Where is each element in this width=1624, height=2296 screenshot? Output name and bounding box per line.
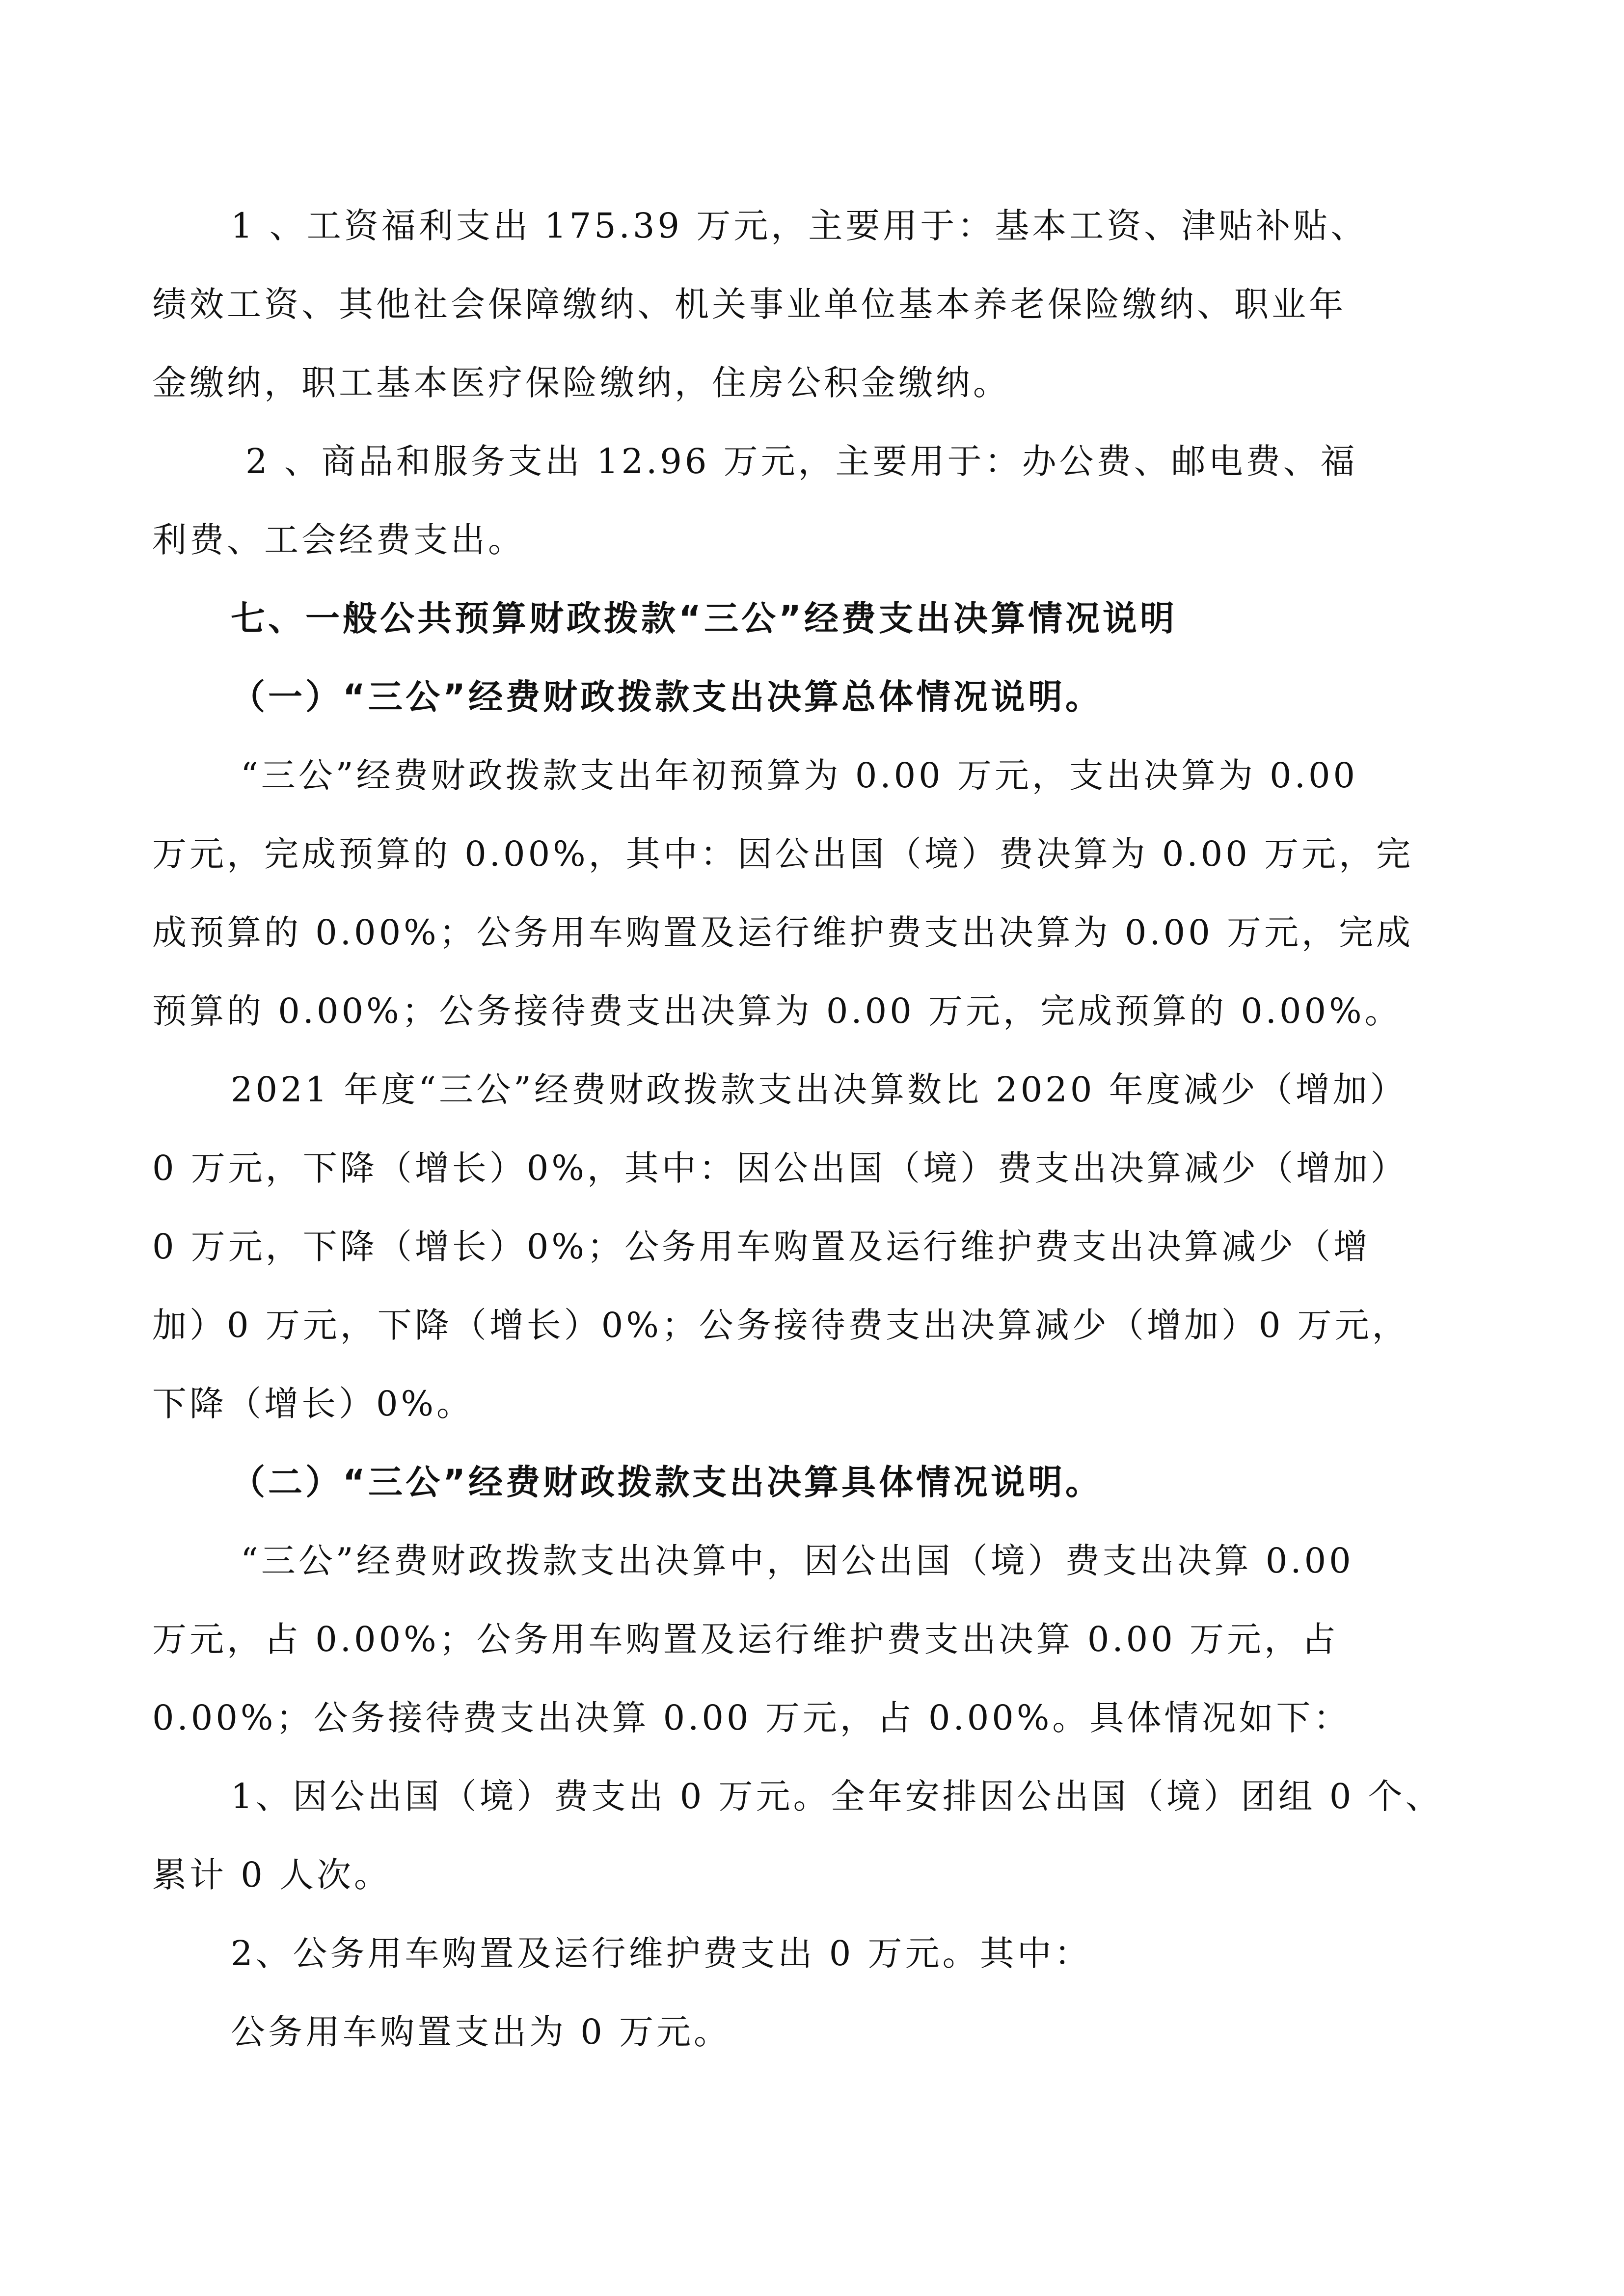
paragraph-line: 2、公务用车购置及运行维护费支出 0 万元。其中： [231,1933,1092,1974]
paragraph-line: “三公”经费财政拨款支出年初预算为 0.00 万元，支出决算为 0.00 [241,755,1358,796]
section-heading: 七、一般公共预算财政拨款“三公”经费支出决算情况说明 [231,598,1178,639]
subsection-heading: （一）“三公”经费财政拨款支出决算总体情况说明。 [231,677,1103,717]
paragraph-line: 2021 年度“三公”经费财政拨款支出决算数比 2020 年度减少（增加） [231,1069,1407,1110]
paragraph-line: 1、因公出国（境）费支出 0 万元。全年安排因公出国（境）团组 0 个、 [231,1776,1443,1816]
paragraph-line: 1 、工资福利支出 175.39 万元，主要用于：基本工资、津贴补贴、 [231,206,1368,246]
paragraph-line: 利费、工会经费支出。 [152,520,525,560]
paragraph-line: 万元，占 0.00%；公务用车购置及运行维护费支出决算 0.00 万元，占 [152,1619,1339,1659]
paragraph-line: 0 万元，下降（增长）0%；公务用车购置及运行维护费支出决算减少（增 [152,1227,1371,1267]
paragraph-line: 下降（增长）0%。 [152,1384,474,1424]
subsection-heading: （二）“三公”经费财政拨款支出决算具体情况说明。 [231,1462,1103,1502]
paragraph-line: “三公”经费财政拨款支出决算中，因公出国（境）费支出决算 0.00 [241,1541,1354,1581]
paragraph-line: 0.00%；公务接待费支出决算 0.00 万元，占 0.00%。具体情况如下： [152,1698,1351,1738]
paragraph-line: 预算的 0.00%；公务接待费支出决算为 0.00 万元，完成预算的 0.00%。 [152,991,1402,1031]
paragraph-line: 0 万元，下降（增长）0%，其中：因公出国（境）费支出决算减少（增加） [152,1148,1408,1188]
paragraph-line: 成预算的 0.00%；公务用车购置及运行维护费支出决算为 0.00 万元，完成 [152,912,1413,953]
paragraph-line: 绩效工资、其他社会保障缴纳、机关事业单位基本养老保险缴纳、职业年 [152,284,1346,324]
paragraph-line: 金缴纳，职工基本医疗保险缴纳，住房公积金缴纳。 [152,363,1010,403]
paragraph-line: 加）0 万元，下降（增长）0%；公务接待费支出决算减少（增加）0 万元， [152,1305,1409,1345]
paragraph-line: 万元，完成预算的 0.00%，其中：因公出国（境）费决算为 0.00 万元，完 [152,834,1413,874]
paragraph-line: 2 、商品和服务支出 12.96 万元，主要用于：办公费、邮电费、福 [245,441,1358,481]
paragraph-line: 累计 0 人次。 [152,1855,392,1895]
paragraph-line: 公务用车购置支出为 0 万元。 [231,2012,731,2052]
